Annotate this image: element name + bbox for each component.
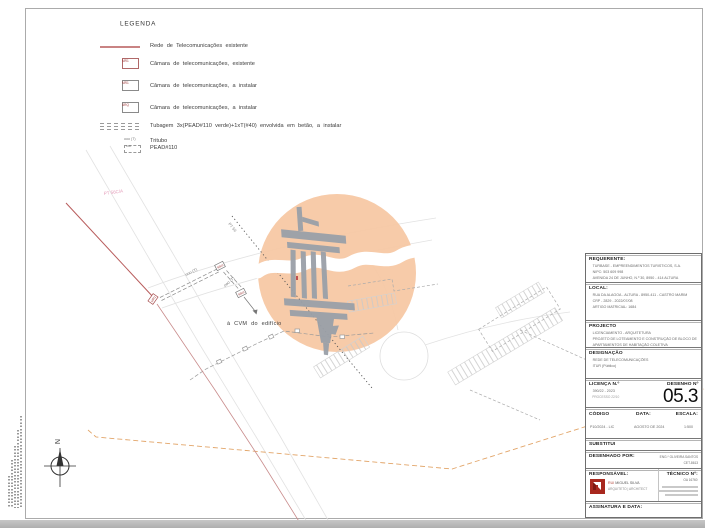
responsavel-role: ARQUITETO | ARCHITECT bbox=[608, 487, 648, 491]
tecnico-note-bar bbox=[665, 494, 698, 496]
chamber-label-2: MR1 bbox=[216, 263, 225, 270]
pt-chamber-label: PT 56C/A bbox=[103, 188, 124, 196]
section-designacao bbox=[586, 347, 701, 378]
requerente-header: REQUERENTE: bbox=[589, 256, 626, 262]
escala-value: 1:500 bbox=[683, 425, 693, 430]
watermark-red-mark bbox=[296, 276, 298, 280]
desenhado-header: DESENHADO POR: bbox=[589, 453, 635, 459]
escala-header: ESCALA: bbox=[675, 411, 698, 417]
tritubo-plan-label-1: ooo (T) bbox=[184, 266, 199, 277]
projecto-line: LICENCIAMENTO - ARQUITETURA bbox=[592, 331, 651, 336]
codigo-value: P10/2024 - LIC bbox=[590, 425, 615, 430]
architect-logo bbox=[590, 479, 605, 494]
legend-item-tubagem: Tubagem 3x(PEAD#110 verde)+1xT(#40) envolvida em betão, a instalar bbox=[150, 122, 342, 129]
local-line: ARTIGO MATRICIAL: 1684 bbox=[592, 305, 637, 310]
compass-n-label: N bbox=[53, 439, 60, 445]
licenca-line1: 390/22 - 2023 bbox=[592, 389, 615, 394]
legend-symbol-existing-line bbox=[100, 46, 140, 48]
tecnico-value: OA 16760 bbox=[683, 478, 698, 482]
projecto-header: PROJECTO bbox=[589, 323, 617, 329]
title-block bbox=[585, 253, 702, 518]
legend-item-tritubo-1: Tritubo bbox=[150, 137, 168, 144]
tecnico-note-bar bbox=[658, 490, 698, 492]
legend-symbol-chamber-existing bbox=[122, 58, 139, 69]
conduit-label: PT 56 bbox=[227, 221, 238, 233]
data-header: DATA: bbox=[636, 411, 651, 417]
legend-symbol-chamber-install1 bbox=[122, 80, 139, 91]
designacao-header: DESIGNAÇÃO bbox=[589, 350, 623, 356]
requerente-line: AVENIDA 24 DE JUNHO, N.º 30, 8950 - 414 ALTURA bbox=[592, 276, 679, 281]
legend-symbol-chamber-install2 bbox=[122, 102, 139, 113]
data-value: AGOSTO DE 2024 bbox=[634, 425, 665, 430]
local-line: CRP - 2829 - 2022/07/08 bbox=[592, 299, 633, 304]
section-projecto bbox=[586, 320, 701, 347]
section-codigo-data-escala bbox=[586, 407, 701, 438]
section-desenhado bbox=[586, 450, 701, 468]
section-licenca-desenho bbox=[586, 378, 701, 407]
chamber-label-3: MR1 bbox=[237, 290, 246, 297]
legend-title: LEGENDA bbox=[120, 20, 157, 28]
compass bbox=[44, 439, 76, 487]
designacao-line: ITUR (Público) bbox=[592, 364, 617, 369]
desenhado-line1: ENG.º OLIVEIRA SANTOS bbox=[659, 455, 698, 459]
tubagem-lines bbox=[160, 268, 246, 301]
assinatura-header: ASSINATURA E DATA: bbox=[589, 504, 643, 510]
legend-item-tritubo-2: PEAD#110 bbox=[150, 144, 178, 151]
projecto-line: APARTAMENTOS DE HABITAÇÃO COLETIVA bbox=[592, 343, 668, 348]
licenca-line2: PROCESSO 22/10 bbox=[592, 395, 620, 399]
cvm-label: à CVM do edifício bbox=[227, 321, 282, 327]
requerente-line: NIPC: 503 609 998 bbox=[592, 270, 624, 275]
codigo-header: CÓDIGO bbox=[589, 411, 610, 417]
legend-item-chamber-install2: Câmara de telecomunicações, a instalar bbox=[150, 104, 257, 111]
tritubo-plan-label-2: ooo (T) bbox=[222, 275, 236, 288]
section-substitui bbox=[586, 438, 701, 450]
responsavel-name-rest: MIGUEL SILVA bbox=[615, 481, 640, 486]
responsavel-name-first: RUI bbox=[608, 481, 615, 486]
local-header: LOCAL: bbox=[589, 285, 608, 291]
section-assinatura bbox=[586, 501, 701, 519]
bottom-edge bbox=[0, 520, 705, 528]
drawing-number: 05.3 bbox=[663, 386, 698, 407]
tecnico-header: TÉCNICO Nº: bbox=[666, 471, 698, 477]
requerente-line: TURBASE - EMPREENDIMENTOS TURISTICOS, S.A. bbox=[592, 264, 682, 269]
chamber-symbol-label: MR1 bbox=[122, 80, 129, 85]
chamber-label-1: MR1 bbox=[149, 295, 158, 304]
licenca-header: LICENÇA N.º bbox=[589, 381, 620, 387]
legend-item-chamber-existing: Câmara de telecomunicações, existente bbox=[150, 60, 255, 67]
projecto-line: PROJETO DE LOTEAMENTO E CONSTRUÇÃO DE BLOCO DE bbox=[592, 337, 697, 342]
legend-item-existing: Rede de Telecomunicações existente bbox=[150, 42, 248, 49]
chamber-symbol-label: MR1 bbox=[122, 58, 129, 63]
legend-symbol-tubagem bbox=[100, 123, 140, 132]
responsavel-divider bbox=[658, 469, 659, 501]
desenho-header: DESENHO Nº bbox=[666, 381, 698, 387]
section-requerente bbox=[586, 254, 701, 282]
substitui-header: SUBSTITUI bbox=[589, 441, 616, 447]
section-responsavel-tecnico bbox=[586, 468, 701, 501]
chamber-symbol-label: ARQ bbox=[121, 102, 129, 107]
responsavel-header: RESPONSÁVEL: bbox=[589, 471, 629, 477]
tecnico-note-bar bbox=[662, 486, 698, 488]
cvm-arrow bbox=[244, 297, 258, 315]
legend-item-chamber-install1: Câmara de telecomunicações, a instalar bbox=[150, 82, 257, 89]
desenhado-line2: CET-8613 bbox=[683, 461, 698, 465]
legend-symbol-tritubo-top: ooo (T) bbox=[124, 137, 136, 142]
local-line: RUA DA ALAGOA - ALTURA - 8950-411 - CASTRO MARIM bbox=[592, 293, 688, 298]
section-local bbox=[586, 282, 701, 320]
legend-symbol-tritubo-box: ooo bbox=[124, 145, 141, 153]
designacao-line: REDE DE TELECOMUNICAÇÕES bbox=[592, 358, 649, 363]
